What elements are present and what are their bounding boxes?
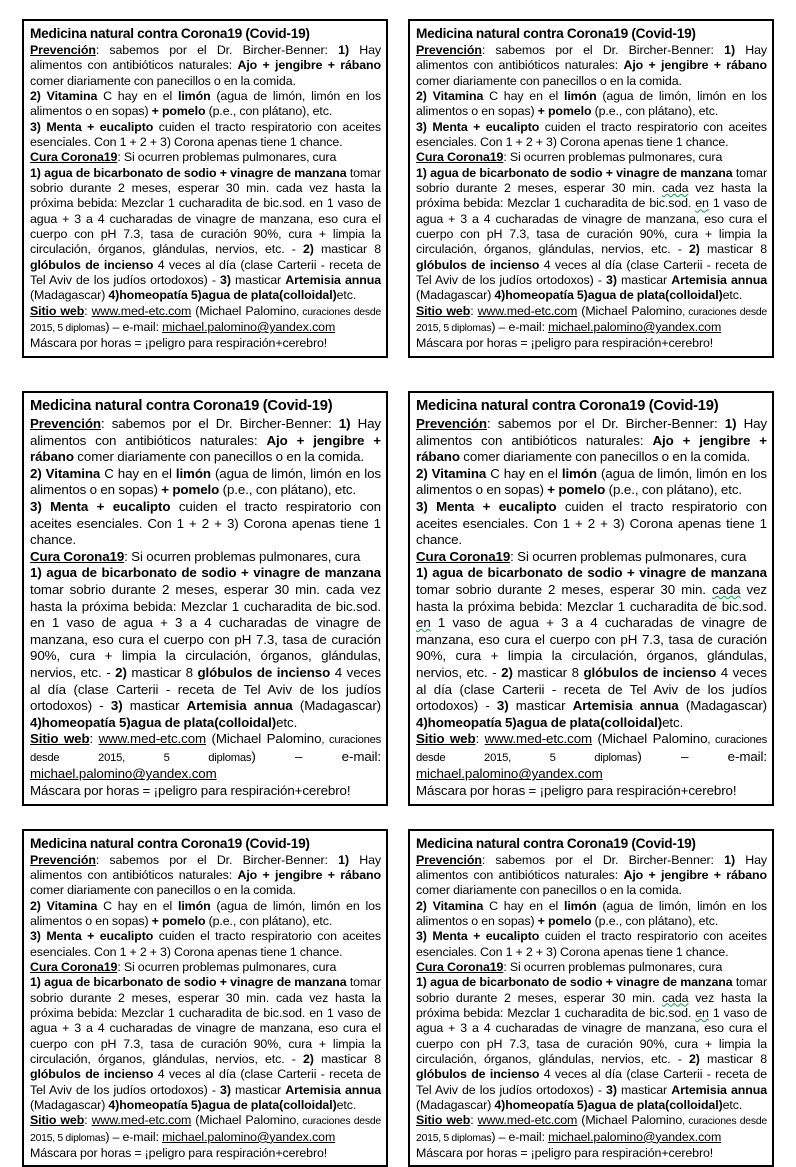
pomelo-word: + pomelo bbox=[537, 104, 592, 119]
cura-text-7: (Madagascar) bbox=[292, 698, 382, 714]
cura-step-2-num: 2) bbox=[501, 664, 513, 680]
limon-word: limón bbox=[178, 898, 211, 913]
sitio-web-label: Sitio web bbox=[30, 1113, 85, 1128]
limon-word: limón bbox=[178, 88, 211, 103]
flyer-card-r2c2[interactable] bbox=[408, 391, 774, 806]
sitio-web-label: Sitio web bbox=[416, 303, 471, 318]
flyer-title: Medicina natural contra Corona19 (Covid-19) bbox=[416, 26, 696, 41]
cura-label: Cura Corona19 bbox=[30, 548, 125, 564]
flyer-row-2 bbox=[22, 391, 774, 806]
sitio-web-label: Sitio web bbox=[30, 731, 90, 747]
artemisia-label: Artemisia annua bbox=[285, 273, 381, 288]
flyer-body bbox=[416, 25, 767, 352]
cura-text-8: etc. bbox=[722, 1098, 743, 1113]
flyer-row-3 bbox=[22, 829, 774, 1167]
grammar-word-en: en bbox=[695, 196, 709, 211]
cura-text-5: 4 veces al día (clase Carterii - receta de Tel Aviv de los judíos ortodoxos) - bbox=[416, 664, 767, 714]
prevencion-text-c: Hay alimentos con antibióticos naturales: bbox=[416, 416, 767, 448]
flyer-card-r3c1[interactable] bbox=[22, 829, 388, 1167]
cura-text-a: : Si ocurren problemas pulmonares, cura bbox=[510, 548, 747, 564]
prevencion-foods: Ajo + jengibre + rábano bbox=[30, 432, 382, 465]
author-open: (Michael Palomino bbox=[592, 731, 708, 747]
cura-text-2: vez hasta la próxima bebida: Mezclar 1 cucharadita de bic.sod. bbox=[416, 181, 767, 211]
menta-paragraph bbox=[30, 499, 381, 549]
flyer-body bbox=[30, 25, 381, 352]
author-close: ) – e-mail: bbox=[105, 1129, 163, 1144]
cura-text-3: 1 vaso de agua + 3 a 4 cucharadas de vinagre de manzana, eso cura el cuerpo con pH 7.3, tasa de curación 90%, cura + limpia la circulación, órganos, glándulas, nervios, etc. - bbox=[30, 1006, 381, 1067]
cura-text-1: tomar sobrio durante 2 meses, esperar 30 min. bbox=[30, 165, 381, 195]
cura-steps-45: 4)homeopatía 5)agua de plata(colloidal) bbox=[494, 288, 723, 303]
flyer-body bbox=[30, 397, 381, 800]
warning-text: Máscara por horas = ¡peligro para respiración+cerebro! bbox=[30, 336, 328, 351]
author-open: (Michael Palomino bbox=[577, 1113, 683, 1128]
cura-text-8: etc. bbox=[722, 288, 743, 303]
flyer-body bbox=[30, 835, 381, 1162]
flyer-title: Medicina natural contra Corona19 (Covid-19) bbox=[30, 26, 310, 41]
sitio-colon: : bbox=[470, 1113, 478, 1128]
warning-text: Máscara por horas = ¡peligro para respiración+cerebro! bbox=[30, 1146, 328, 1161]
limon-word: limón bbox=[561, 465, 597, 481]
vitamina-text-d: (agua de limón, limón en los alimentos o en sopas) bbox=[30, 898, 381, 928]
vitamina-paragraph bbox=[416, 466, 767, 499]
website-link[interactable]: www.med-etc.com bbox=[477, 1113, 578, 1128]
cura-text-6: masticar bbox=[122, 698, 187, 714]
cura-step-1: 1) agua de bicarbonato de sodio + vinagre de manzana bbox=[416, 565, 767, 581]
cura-step-2-num: 2) bbox=[115, 664, 127, 680]
menta-text-b: cuiden el tracto respiratorio con aceites esenciales. Con 1 + 2 + 3) Corona apenas tiene 1 chance. bbox=[30, 929, 382, 959]
author-open: (Michael Palomino bbox=[191, 1113, 297, 1128]
vitamina-text-b: C hay en el bbox=[100, 465, 176, 481]
flyer-body bbox=[416, 835, 767, 1162]
cura-step-3-num: 3) bbox=[606, 273, 617, 288]
author-close: ) – e-mail: bbox=[637, 748, 767, 764]
prevencion-text-e: comer diariamente con panecillos o en la comida. bbox=[30, 883, 296, 898]
sitio-colon: : bbox=[89, 731, 99, 747]
pomelo-word: + pomelo bbox=[547, 482, 606, 498]
limon-word: limón bbox=[175, 465, 211, 481]
prevencion-num-1: 1) bbox=[338, 416, 351, 432]
cura-text-8: etc. bbox=[336, 288, 357, 303]
vitamina-text-f: (p.e., con plátano), etc. bbox=[205, 104, 333, 119]
cura-text-1: tomar sobrio durante 2 meses, esperar 30 min. bbox=[30, 975, 381, 1005]
prevencion-text-a: : sabemos por el Dr. Bircher-Benner: bbox=[481, 42, 725, 57]
grammar-word-cada: cada bbox=[275, 181, 303, 195]
email-link[interactable]: michael.palomino@yandex.com bbox=[548, 320, 722, 335]
vitamina-text-b: C hay en el bbox=[483, 88, 564, 103]
sitio-colon: : bbox=[470, 303, 478, 318]
vitamina-label: 2) Vitamina bbox=[30, 898, 98, 913]
author-open: (Michael Palomino bbox=[191, 303, 297, 318]
email-link[interactable]: michael.palomino@yandex.com bbox=[162, 320, 336, 335]
vitamina-text-b: C hay en el bbox=[97, 88, 178, 103]
cura-text-2: vez hasta la próxima bebida: Mezclar 1 cucharadita de bic.sod. bbox=[416, 581, 767, 614]
vitamina-paragraph bbox=[30, 899, 381, 930]
cura-text-4: masticar 8 bbox=[313, 1052, 381, 1067]
prevencion-text-e: comer diariamente con panecillos o en la comida. bbox=[416, 73, 682, 88]
vitamina-paragraph bbox=[30, 466, 381, 499]
cura-step-1: 1) agua de bicarbonato de sodio + vinagre de manzana bbox=[30, 165, 347, 180]
incienso-label: glóbulos de incienso bbox=[416, 1067, 540, 1082]
cura-text-1: tomar sobrio durante 2 meses, esperar 30 min. bbox=[416, 581, 712, 597]
cura-step-3-num: 3) bbox=[496, 698, 509, 714]
prevencion-text-a: : sabemos por el Dr. Bircher-Benner: bbox=[481, 852, 725, 867]
row-gap bbox=[22, 358, 774, 391]
author-credentials: , curaciones desde 2015, 5 diplomas bbox=[30, 306, 381, 335]
menta-paragraph bbox=[416, 120, 767, 151]
cura-text-1: tomar sobrio durante 2 meses, esperar 30 min. bbox=[416, 165, 767, 195]
vitamina-label: 2) Vitamina bbox=[30, 465, 101, 481]
cura-body bbox=[30, 166, 381, 304]
cura-step-1: 1) agua de bicarbonato de sodio + vinagre de manzana bbox=[30, 975, 347, 990]
flyer-title: Medicina natural contra Corona19 (Covid-19) bbox=[30, 835, 310, 851]
cura-text-6: masticar bbox=[230, 1082, 286, 1097]
prevencion-text-c: Hay alimentos con antibióticos naturales: bbox=[416, 42, 767, 73]
author-credentials: , curaciones desde 2015, 5 diplomas bbox=[30, 1116, 381, 1144]
cura-text-3: 1 vaso de agua + 3 a 4 cucharadas de vinagre de manzana, eso cura el cuerpo con pH 7.3, tasa de curación 90%, cura + limpia la circulación, órganos, glándulas, nervios, etc. - bbox=[416, 196, 767, 257]
warning-text: Máscara por horas = ¡peligro para respiración+cerebro! bbox=[30, 783, 351, 799]
prevencion-paragraph bbox=[416, 853, 767, 899]
vitamina-text-d: (agua de limón, limón en los alimentos o en sopas) bbox=[416, 898, 767, 928]
cura-step-2-num: 2) bbox=[688, 1052, 700, 1067]
cura-step-3-num: 3) bbox=[220, 1082, 231, 1097]
vitamina-text-d: (agua de limón, limón en los alimentos o en sopas) bbox=[416, 465, 767, 498]
prevencion-foods: Ajo + jengibre + rábano bbox=[623, 58, 767, 73]
website-link[interactable]: www.med-etc.com bbox=[91, 303, 192, 318]
flyer-card-r1c2[interactable] bbox=[408, 19, 774, 358]
cura-text-8: etc. bbox=[336, 1098, 357, 1113]
cura-text-8: etc. bbox=[276, 714, 298, 730]
cura-text-5: 4 veces al día (clase Carterii - receta de Tel Aviv de los judíos ortodoxos) - bbox=[416, 257, 767, 288]
author-open: (Michael Palomino bbox=[206, 731, 322, 747]
cura-label: Cura Corona19 bbox=[30, 959, 118, 974]
flyer-card-r1c1[interactable] bbox=[22, 19, 388, 358]
cura-steps-45: 4)homeopatía 5)agua de plata(colloidal) bbox=[108, 1098, 337, 1113]
cura-body bbox=[416, 565, 767, 731]
incienso-label: glóbulos de incienso bbox=[583, 664, 717, 680]
cura-step-2-num: 2) bbox=[688, 242, 700, 257]
prevencion-num-1: 1) bbox=[724, 42, 735, 57]
menta-label: 3) Menta + eucalipto bbox=[30, 498, 171, 514]
cura-text-4: masticar 8 bbox=[699, 242, 767, 257]
cura-heading bbox=[416, 150, 767, 165]
vitamina-text-b: C hay en el bbox=[483, 898, 564, 913]
author-close: ) – e-mail: bbox=[251, 748, 381, 764]
menta-text-b: cuiden el tracto respiratorio con aceites esenciales. Con 1 + 2 + 3) Corona apenas tiene 1 chance. bbox=[30, 498, 381, 548]
cura-text-6: masticar bbox=[616, 1082, 672, 1097]
prevencion-text-e: comer diariamente con panecillos o en la comida. bbox=[73, 449, 365, 465]
cura-text-a: : Si ocurren problemas pulmonares, cura bbox=[503, 150, 723, 165]
prevencion-text-e: comer diariamente con panecillos o en la comida. bbox=[459, 449, 751, 465]
prevencion-foods: Ajo + jengibre + rábano bbox=[416, 432, 768, 465]
cura-body bbox=[416, 975, 767, 1113]
grammar-word-en: en bbox=[30, 615, 45, 631]
cura-text-5: 4 veces al día (clase Carterii - receta de Tel Aviv de los judíos ortodoxos) - bbox=[30, 1067, 381, 1097]
vitamina-text-d: (agua de limón, limón en los alimentos o en sopas) bbox=[30, 465, 381, 498]
cura-label: Cura Corona19 bbox=[30, 150, 118, 165]
cura-label: Cura Corona19 bbox=[416, 959, 504, 974]
pomelo-word: + pomelo bbox=[151, 913, 206, 928]
menta-text-b: cuiden el tracto respiratorio con aceites esenciales. Con 1 + 2 + 3) Corona apenas tiene 1 chance. bbox=[416, 119, 768, 149]
sitio-web-label: Sitio web bbox=[30, 303, 85, 318]
vitamina-label: 2) Vitamina bbox=[416, 898, 484, 913]
cura-body bbox=[30, 565, 381, 731]
cura-text-6: masticar bbox=[616, 273, 672, 288]
author-open: (Michael Palomino bbox=[577, 303, 683, 318]
artemisia-label: Artemisia annua bbox=[186, 698, 293, 714]
cura-text-3: 1 vaso de agua + 3 a 4 cucharadas de vinagre de manzana, eso cura el cuerpo con pH 7.3, tasa de curación 90%, cura + limpia la circulación, órganos, glándulas, nervios, etc. - bbox=[30, 615, 381, 680]
vitamina-text-b: C hay en el bbox=[486, 465, 562, 481]
author-close: ) – e-mail: bbox=[105, 320, 163, 335]
email-link[interactable]: michael.palomino@yandex.com bbox=[162, 1129, 336, 1144]
prevencion-paragraph bbox=[416, 43, 767, 89]
prevencion-foods: Ajo + jengibre + rábano bbox=[237, 58, 381, 73]
cura-text-5: 4 veces al día (clase Carterii - receta de Tel Aviv de los judíos ortodoxos) - bbox=[30, 257, 381, 288]
cura-step-1: 1) agua de bicarbonato de sodio + vinagre de manzana bbox=[30, 565, 381, 581]
cura-text-2: vez hasta la próxima bebida: Mezclar 1 cucharadita de bic.sod. bbox=[30, 181, 381, 211]
vitamina-text-f: (p.e., con plátano), etc. bbox=[591, 104, 719, 119]
cura-text-1: tomar sobrio durante 2 meses, esperar 30 min. bbox=[416, 975, 767, 1005]
sitio-paragraph bbox=[30, 731, 381, 783]
row-gap bbox=[22, 806, 774, 829]
warning-text: Máscara por horas = ¡peligro para respiración+cerebro! bbox=[416, 1146, 714, 1161]
prevencion-text-c: Hay alimentos con antibióticos naturales: bbox=[30, 416, 381, 448]
cura-text-4: masticar 8 bbox=[126, 664, 198, 680]
author-close: ) – e-mail: bbox=[491, 1129, 549, 1144]
menta-paragraph bbox=[30, 120, 381, 151]
cura-heading bbox=[30, 150, 381, 165]
author-credentials: , curaciones desde 2015, 5 diplomas bbox=[416, 1116, 767, 1144]
cura-text-a: : Si ocurren problemas pulmonares, cura bbox=[124, 548, 361, 564]
sitio-colon: : bbox=[84, 1113, 92, 1128]
sitio-paragraph bbox=[30, 1113, 381, 1146]
cura-step-1: 1) agua de bicarbonato de sodio + vinagre de manzana bbox=[416, 975, 733, 990]
cura-label: Cura Corona19 bbox=[416, 548, 511, 564]
cura-steps-45: 4)homeopatía 5)agua de plata(colloidal) bbox=[30, 714, 277, 730]
cura-text-7: (Madagascar) bbox=[416, 288, 495, 303]
prevencion-label: Prevención bbox=[30, 416, 101, 432]
flyer-title: Medicina natural contra Corona19 (Covid-19) bbox=[416, 835, 696, 851]
cura-step-3-num: 3) bbox=[110, 698, 123, 714]
flyer-title: Medicina natural contra Corona19 (Covid-19) bbox=[30, 397, 333, 414]
cura-text-8: etc. bbox=[662, 714, 684, 730]
email-link[interactable]: michael.palomino@yandex.com bbox=[416, 766, 603, 782]
incienso-label: glóbulos de incienso bbox=[30, 257, 154, 272]
cura-label: Cura Corona19 bbox=[416, 150, 504, 165]
vitamina-text-b: C hay en el bbox=[97, 898, 178, 913]
cura-text-3: 1 vaso de agua + 3 a 4 cucharadas de vinagre de manzana, eso cura el cuerpo con pH 7.3, tasa de curación 90%, cura + limpia la circulación, órganos, glándulas, nervios, etc. - bbox=[416, 1006, 767, 1067]
prevencion-label: Prevención bbox=[416, 852, 482, 867]
cura-text-6: masticar bbox=[230, 273, 286, 288]
vitamina-label: 2) Vitamina bbox=[30, 88, 98, 103]
cura-text-5: 4 veces al día (clase Carterii - receta de Tel Aviv de los judíos ortodoxos) - bbox=[416, 1067, 767, 1097]
flyer-card-r3c2[interactable] bbox=[408, 829, 774, 1167]
cura-text-2: vez hasta la próxima bebida: Mezclar 1 cucharadita de bic.sod. bbox=[30, 581, 381, 614]
author-credentials: , curaciones desde 2015, 5 diplomas bbox=[416, 734, 767, 764]
vitamina-text-f: (p.e., con plátano), etc. bbox=[591, 913, 719, 928]
warning-text: Máscara por horas = ¡peligro para respiración+cerebro! bbox=[416, 336, 714, 351]
vitamina-text-d: (agua de limón, limón en los alimentos o en sopas) bbox=[30, 88, 381, 119]
prevencion-label: Prevención bbox=[30, 852, 96, 867]
pomelo-word: + pomelo bbox=[151, 104, 206, 119]
incienso-label: glóbulos de incienso bbox=[197, 664, 331, 680]
prevencion-paragraph bbox=[416, 416, 767, 466]
cura-heading bbox=[30, 960, 381, 975]
menta-paragraph bbox=[30, 929, 381, 960]
flyer-card-r2c1[interactable] bbox=[22, 391, 388, 806]
grammar-word-cada: cada bbox=[661, 990, 689, 1005]
grammar-word-en: en bbox=[416, 615, 431, 631]
artemisia-label: Artemisia annua bbox=[572, 698, 679, 714]
prevencion-text-c: Hay alimentos con antibióticos naturales: bbox=[416, 852, 767, 882]
prevencion-label: Prevención bbox=[30, 42, 96, 57]
cura-steps-45: 4)homeopatía 5)agua de plata(colloidal) bbox=[494, 1098, 723, 1113]
sitio-paragraph bbox=[416, 304, 767, 337]
cura-heading bbox=[416, 549, 767, 566]
author-credentials: , curaciones desde 2015, 5 diplomas bbox=[30, 734, 381, 764]
cura-step-2-num: 2) bbox=[302, 242, 314, 257]
prevencion-text-a: : sabemos por el Dr. Bircher-Benner: bbox=[95, 852, 339, 867]
vitamina-text-d: (agua de limón, limón en los alimentos o en sopas) bbox=[416, 88, 767, 119]
vitamina-paragraph bbox=[30, 89, 381, 120]
website-link[interactable]: www.med-etc.com bbox=[91, 1113, 192, 1128]
grammar-word-cada: cada bbox=[325, 581, 355, 597]
cura-body bbox=[30, 975, 381, 1113]
prevencion-text-a: : sabemos por el Dr. Bircher-Benner: bbox=[100, 416, 339, 432]
vitamina-text-f: (p.e., con plátano), etc. bbox=[605, 482, 743, 498]
cura-text-5: 4 veces al día (clase Carterii - receta de Tel Aviv de los judíos ortodoxos) - bbox=[30, 664, 381, 714]
menta-label: 3) Menta + eucalipto bbox=[416, 119, 540, 134]
sitio-web-label: Sitio web bbox=[416, 731, 476, 747]
cura-step-3-num: 3) bbox=[220, 273, 231, 288]
cura-text-2: vez hasta la próxima bebida: Mezclar 1 cucharadita de bic.sod. bbox=[416, 990, 767, 1021]
website-link[interactable]: www.med-etc.com bbox=[477, 303, 578, 318]
incienso-label: glóbulos de incienso bbox=[30, 1067, 154, 1082]
menta-label: 3) Menta + eucalipto bbox=[416, 498, 557, 514]
menta-paragraph bbox=[416, 499, 767, 549]
cura-body bbox=[416, 166, 767, 304]
pomelo-word: + pomelo bbox=[537, 913, 592, 928]
menta-label: 3) Menta + eucalipto bbox=[30, 119, 154, 134]
cura-step-2-num: 2) bbox=[302, 1052, 314, 1067]
prevencion-text-c: Hay alimentos con antibióticos naturales: bbox=[30, 852, 381, 882]
prevencion-label: Prevención bbox=[416, 42, 482, 57]
sitio-colon: : bbox=[475, 731, 485, 747]
cura-steps-45: 4)homeopatía 5)agua de plata(colloidal) bbox=[108, 288, 337, 303]
cura-text-4: masticar 8 bbox=[699, 1052, 767, 1067]
grammar-word-cada: cada bbox=[711, 581, 741, 597]
email-link[interactable]: michael.palomino@yandex.com bbox=[548, 1129, 722, 1144]
author-close: ) – e-mail: bbox=[491, 320, 549, 335]
grammar-word-en: en bbox=[695, 1006, 709, 1021]
website-link[interactable]: www.med-etc.com bbox=[484, 731, 593, 747]
author-credentials: , curaciones desde 2015, 5 diplomas bbox=[416, 306, 767, 335]
grammar-word-en: en bbox=[309, 1006, 323, 1021]
menta-label: 3) Menta + eucalipto bbox=[416, 929, 540, 944]
cura-text-7: (Madagascar) bbox=[416, 1098, 495, 1113]
limon-word: limón bbox=[564, 898, 597, 913]
prevencion-paragraph bbox=[30, 853, 381, 899]
cura-text-a: : Si ocurren problemas pulmonares, cura bbox=[117, 959, 337, 974]
prevencion-num-1: 1) bbox=[724, 852, 735, 867]
limon-word: limón bbox=[564, 88, 597, 103]
cura-text-7: (Madagascar) bbox=[678, 698, 768, 714]
flyer-body bbox=[416, 397, 767, 800]
sitio-web-label: Sitio web bbox=[416, 1113, 471, 1128]
prevencion-foods: Ajo + jengibre + rábano bbox=[237, 867, 381, 882]
cura-text-a: : Si ocurren problemas pulmonares, cura bbox=[503, 959, 723, 974]
cura-text-2: vez hasta la próxima bebida: Mezclar 1 cucharadita de bic.sod. bbox=[30, 990, 381, 1021]
grammar-word-cada: cada bbox=[661, 181, 689, 195]
prevencion-text-c: Hay alimentos con antibióticos naturales: bbox=[30, 42, 381, 73]
cura-text-4: masticar 8 bbox=[512, 664, 584, 680]
sitio-colon: : bbox=[84, 303, 92, 318]
cura-text-6: masticar bbox=[508, 698, 573, 714]
sitio-paragraph bbox=[416, 1113, 767, 1146]
prevencion-foods: Ajo + jengibre + rábano bbox=[623, 867, 767, 882]
menta-text-b: cuiden el tracto respiratorio con aceites esenciales. Con 1 + 2 + 3) Corona apenas tiene 1 chance. bbox=[416, 929, 768, 959]
prevencion-num-1: 1) bbox=[724, 416, 737, 432]
vitamina-paragraph bbox=[416, 899, 767, 930]
prevencion-num-1: 1) bbox=[338, 852, 349, 867]
prevencion-text-a: : sabemos por el Dr. Bircher-Benner: bbox=[95, 42, 339, 57]
grammar-word-en: en bbox=[309, 196, 323, 211]
artemisia-label: Artemisia annua bbox=[671, 273, 767, 288]
prevencion-paragraph bbox=[30, 416, 381, 466]
artemisia-label: Artemisia annua bbox=[285, 1082, 381, 1097]
website-link[interactable]: www.med-etc.com bbox=[98, 731, 207, 747]
cura-text-3: 1 vaso de agua + 3 a 4 cucharadas de vinagre de manzana, eso cura el cuerpo con pH 7.3, tasa de curación 90%, cura + limpia la circulación, órganos, glándulas, nervios, etc. - bbox=[416, 615, 767, 680]
vitamina-paragraph bbox=[416, 89, 767, 120]
cura-text-a: : Si ocurren problemas pulmonares, cura bbox=[117, 150, 337, 165]
menta-text-b: cuiden el tracto respiratorio con aceites esenciales. Con 1 + 2 + 3) Corona apenas tiene 1 chance. bbox=[416, 498, 767, 548]
cura-text-1: tomar sobrio durante 2 meses, esperar 30 min. bbox=[30, 581, 326, 597]
cura-text-3: 1 vaso de agua + 3 a 4 cucharadas de vinagre de manzana, eso cura el cuerpo con pH 7.3, tasa de curación 90%, cura + limpia la circulación, órganos, glándulas, nervios, etc. - bbox=[30, 196, 381, 257]
cura-heading bbox=[30, 549, 381, 566]
grammar-word-cada: cada bbox=[275, 990, 303, 1005]
cura-text-7: (Madagascar) bbox=[30, 1098, 109, 1113]
cura-text-4: masticar 8 bbox=[313, 242, 381, 257]
menta-label: 3) Menta + eucalipto bbox=[30, 929, 154, 944]
warning-text: Máscara por horas = ¡peligro para respiración+cerebro! bbox=[416, 783, 737, 799]
pomelo-word: + pomelo bbox=[161, 482, 220, 498]
flyer-title: Medicina natural contra Corona19 (Covid-19) bbox=[416, 397, 719, 414]
flyer-row-1 bbox=[22, 19, 774, 358]
prevencion-text-a: : sabemos por el Dr. Bircher-Benner: bbox=[486, 416, 725, 432]
menta-text-b: cuiden el tracto respiratorio con aceites esenciales. Con 1 + 2 + 3) Corona apenas tiene 1 chance. bbox=[30, 119, 382, 149]
prevencion-text-e: comer diariamente con panecillos o en la comida. bbox=[416, 883, 682, 898]
artemisia-label: Artemisia annua bbox=[671, 1082, 767, 1097]
vitamina-text-f: (p.e., con plátano), etc. bbox=[205, 913, 333, 928]
sitio-paragraph bbox=[30, 304, 381, 337]
prevencion-text-e: comer diariamente con panecillos o en la comida. bbox=[30, 73, 296, 88]
cura-step-3-num: 3) bbox=[606, 1082, 617, 1097]
prevencion-label: Prevención bbox=[416, 416, 487, 432]
incienso-label: glóbulos de incienso bbox=[416, 257, 540, 272]
cura-steps-45: 4)homeopatía 5)agua de plata(colloidal) bbox=[416, 714, 663, 730]
vitamina-text-f: (p.e., con plátano), etc. bbox=[219, 482, 357, 498]
menta-paragraph bbox=[416, 929, 767, 960]
prevencion-num-1: 1) bbox=[338, 42, 349, 57]
sitio-paragraph bbox=[416, 731, 767, 783]
cura-heading bbox=[416, 960, 767, 975]
vitamina-label: 2) Vitamina bbox=[416, 465, 487, 481]
cura-step-1: 1) agua de bicarbonato de sodio + vinagre de manzana bbox=[416, 165, 733, 180]
prevencion-paragraph bbox=[30, 43, 381, 89]
email-link[interactable]: michael.palomino@yandex.com bbox=[30, 766, 217, 782]
vitamina-label: 2) Vitamina bbox=[416, 88, 484, 103]
cura-text-7: (Madagascar) bbox=[30, 288, 109, 303]
